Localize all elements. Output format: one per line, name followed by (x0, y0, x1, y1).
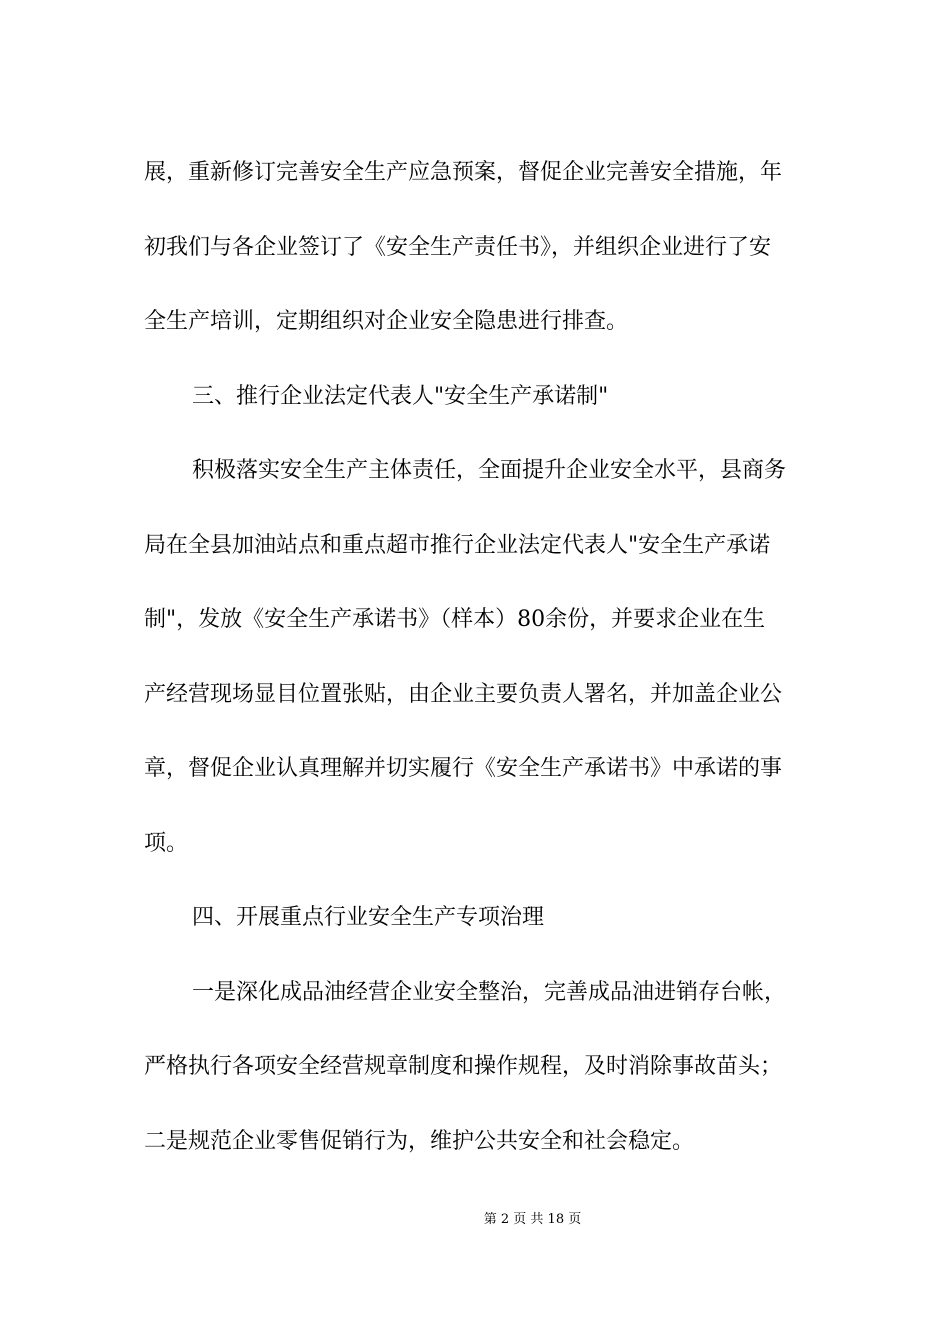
paragraph-line: 产经营现场显目位置张贴，由企业主要负责人署名，并加盖企业公 (144, 681, 783, 707)
paragraph-line: 项。 (144, 830, 189, 856)
paragraph-line: 全生产培训，定期组织对企业安全隐患进行排查。 (144, 309, 629, 334)
paragraph-line: 积极落实安全生产主体责任，全面提升企业安全水平，县商务 (192, 458, 787, 483)
section-heading-four: 四、开展重点行业安全生产专项治理 (192, 905, 545, 930)
paragraph-line: 展，重新修订完善安全生产应急预案，督促企业完善安全措施，年 (144, 160, 783, 185)
section-heading-three: 三、推行企业法定代表人"安全生产承诺制" (192, 383, 609, 409)
paragraph-line: 一是深化成品油经营企业安全整治，完善成品油进销存台帐， (192, 979, 787, 1005)
paragraph-line: 二是规范企业零售促销行为，维护公共安全和社会稳定。 (144, 1128, 695, 1154)
page-number-footer: 第 2 页 共 18 页 (483, 1212, 582, 1227)
paragraph-line: 严格执行各项安全经营规章制度和操作规程，及时消除事故苗头； (144, 1054, 783, 1079)
paragraph-line: 章，督促企业认真理解并切实履行《安全生产承诺书》中承诺的事 (144, 756, 783, 781)
document-body (144, 136, 812, 1179)
paragraph-line: 局在全县加油站点和重点超市推行企业法定代表人"安全生产承诺 (144, 532, 771, 558)
paragraph-line: 制"，发放《安全生产承诺书》（样本）80余份，并要求企业在生 (144, 607, 766, 632)
paragraph-line: 初我们与各企业签订了《安全生产责任书》，并组织企业进行了安 (144, 234, 772, 260)
